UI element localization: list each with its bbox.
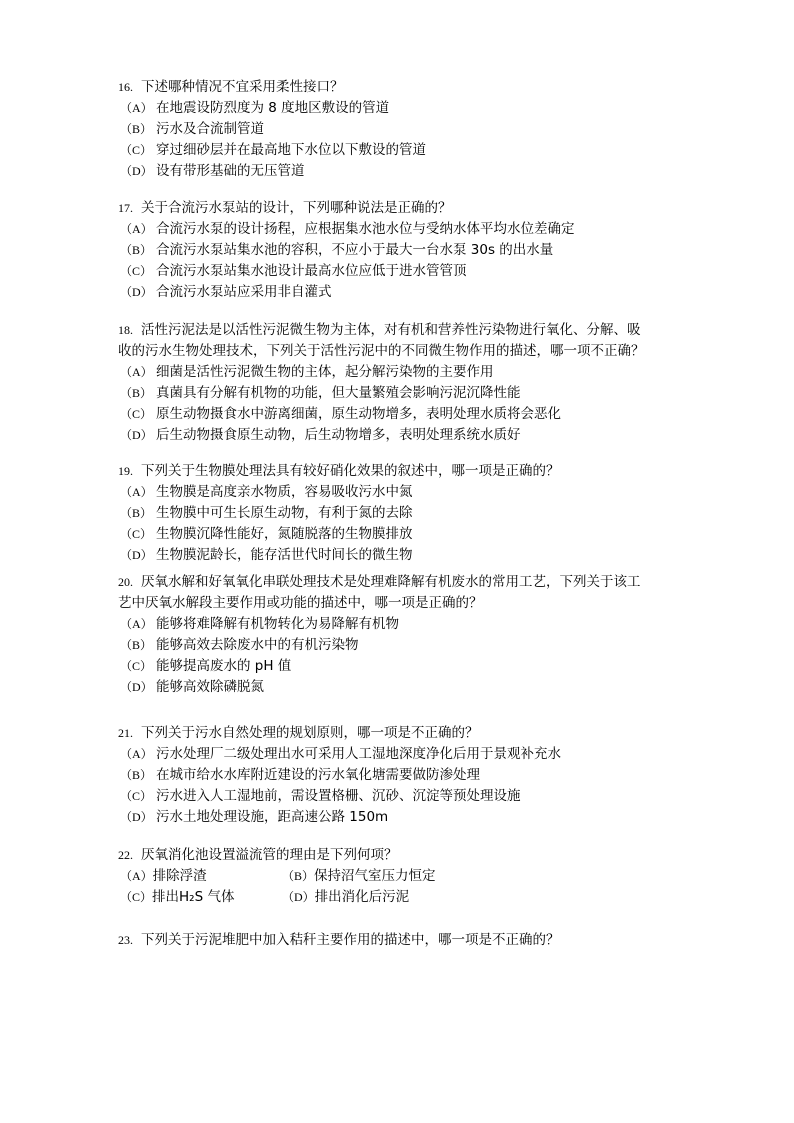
option-d bbox=[118, 677, 678, 698]
option-text: 设有带形基础的无压管道 bbox=[156, 163, 305, 179]
option-b bbox=[118, 635, 678, 656]
options-grid bbox=[118, 866, 678, 908]
question-text: 关于合流污水泵站的设计，下列哪种说法是正确的？ bbox=[141, 200, 452, 216]
option-text: 在地震设防烈度为 8 度地区敷设的管道 bbox=[156, 100, 390, 116]
option-a bbox=[118, 614, 678, 635]
question-number: 21. bbox=[118, 726, 133, 740]
option-b bbox=[282, 866, 482, 887]
option-text: 能够提高废水的 pH 值 bbox=[156, 658, 292, 674]
question-text: 下列关于生物膜处理法具有较好硝化效果的叙述中，哪一项是正确的？ bbox=[141, 463, 560, 479]
option-label: （C） bbox=[120, 659, 153, 673]
option-d bbox=[118, 282, 678, 303]
option-label: （A） bbox=[120, 869, 153, 883]
option-text: 排出H₂S 气体 bbox=[152, 889, 235, 905]
option-b bbox=[118, 503, 678, 524]
option-text: 合流污水泵站应采用非自灌式 bbox=[156, 284, 332, 300]
question-20 bbox=[118, 572, 678, 698]
option-d bbox=[118, 161, 678, 182]
question-19 bbox=[118, 461, 678, 566]
option-d bbox=[118, 425, 678, 446]
option-a bbox=[118, 744, 678, 765]
question-17 bbox=[118, 198, 678, 303]
option-text: 细菌是活性污泥微生物的主体，起分解污染物的主要作用 bbox=[156, 364, 494, 380]
option-text: 真菌具有分解有机物的功能，但大量繁殖会影响污泥沉降性能 bbox=[156, 385, 521, 401]
option-label: （A） bbox=[120, 101, 153, 115]
question-23 bbox=[118, 930, 678, 951]
option-b bbox=[118, 383, 678, 404]
option-text: 在城市给水水库附近建设的污水氧化塘需要做防渗处理 bbox=[156, 767, 480, 783]
question-text: 下列关于污水自然处理的规划原则，哪一项是不正确的？ bbox=[141, 725, 479, 741]
option-label: （A） bbox=[120, 617, 153, 631]
question-number: 18. bbox=[118, 323, 133, 337]
question-number: 23. bbox=[118, 933, 133, 947]
question-21 bbox=[118, 723, 678, 828]
option-text: 排除浮渣 bbox=[152, 868, 207, 884]
option-label: （B） bbox=[120, 243, 153, 257]
question-number: 16. bbox=[118, 80, 133, 94]
option-c bbox=[120, 887, 282, 908]
option-text: 合流污水泵站集水池设计最高水位应低于进水管管顶 bbox=[156, 263, 467, 279]
question-number: 17. bbox=[118, 201, 133, 215]
question-number: 22. bbox=[118, 848, 133, 862]
option-text: 生物膜中可生长原生动物，有利于氮的去除 bbox=[156, 505, 413, 521]
option-text: 能够高效除磷脱氮 bbox=[156, 679, 264, 695]
option-d bbox=[118, 545, 678, 566]
option-text: 生物膜是高度亲水物质，容易吸收污水中氮 bbox=[156, 484, 413, 500]
option-label: （D） bbox=[120, 428, 153, 442]
question-16 bbox=[118, 77, 678, 182]
option-label: （A） bbox=[120, 747, 153, 761]
option-text: 污水进入人工湿地前，需设置格栅、沉砂、沉淀等预处理设施 bbox=[156, 788, 521, 804]
option-a bbox=[118, 98, 678, 119]
option-a bbox=[120, 866, 282, 887]
option-label: （A） bbox=[120, 485, 153, 499]
option-a bbox=[118, 482, 678, 503]
option-c bbox=[118, 524, 678, 545]
option-label: （C） bbox=[120, 264, 153, 278]
option-text: 污水及合流制管道 bbox=[156, 121, 264, 137]
option-label: （D） bbox=[120, 548, 153, 562]
option-b bbox=[118, 240, 678, 261]
option-d bbox=[118, 807, 678, 828]
option-text: 排出消化后污泥 bbox=[314, 889, 410, 905]
option-text: 合流污水泵的设计扬程，应根据集水池水位与受纳水体平均水位差确定 bbox=[156, 221, 575, 237]
option-label: （B） bbox=[120, 768, 153, 782]
question-18 bbox=[118, 320, 678, 446]
option-label: （A） bbox=[120, 365, 153, 379]
option-label: （B） bbox=[120, 638, 153, 652]
option-text: 后生动物摄食原生动物，后生动物增多，表明处理系统水质好 bbox=[156, 427, 521, 443]
option-label: （B） bbox=[120, 122, 153, 136]
option-text: 能够将难降解有机物转化为易降解有机物 bbox=[156, 616, 399, 632]
question-text: 下述哪种情况不宜采用柔性接口？ bbox=[141, 79, 344, 95]
option-text: 合流污水泵站集水池的容积，不应小于最大一台水泵 30s 的出水量 bbox=[156, 242, 554, 258]
option-b bbox=[118, 765, 678, 786]
option-label: （C） bbox=[120, 527, 153, 541]
option-c bbox=[118, 140, 678, 161]
option-label: （D） bbox=[120, 810, 153, 824]
question-text: 厌氧水解和好氧氧化串联处理技术是处理难降解有机废水的常用工艺，下列关于该工 bbox=[141, 574, 641, 590]
question-number: 20. bbox=[118, 575, 133, 589]
question-text-continued: 收的污水生物处理技术，下列关于活性污泥中的不同微生物作用的描述，哪一项不正确？ bbox=[118, 343, 645, 359]
question-text-continued: 艺中厌氧水解段主要作用或功能的描述中，哪一项是正确的？ bbox=[118, 595, 483, 611]
option-label: （C） bbox=[120, 789, 153, 803]
option-label: （D） bbox=[282, 890, 315, 904]
question-text: 活性污泥法是以活性污泥微生物为主体，对有机和营养性污染物进行氧化、分解、吸 bbox=[141, 322, 641, 338]
question-text: 厌氧消化池设置溢流管的理由是下列何项？ bbox=[141, 847, 398, 863]
option-d bbox=[282, 887, 482, 908]
option-text: 保持沼气室压力恒定 bbox=[314, 868, 436, 884]
question-22 bbox=[118, 845, 678, 908]
option-c bbox=[118, 786, 678, 807]
option-text: 污水处理厂二级处理出水可采用人工湿地深度净化后用于景观补充水 bbox=[156, 746, 561, 762]
option-c bbox=[118, 261, 678, 282]
option-c bbox=[118, 404, 678, 425]
question-text: 下列关于污泥堆肥中加入秸秆主要作用的描述中，哪一项是不正确的？ bbox=[141, 932, 560, 948]
option-text: 穿过细砂层并在最高地下水位以下敷设的管道 bbox=[156, 142, 426, 158]
option-label: （A） bbox=[120, 222, 153, 236]
option-c bbox=[118, 656, 678, 677]
question-number: 19. bbox=[118, 464, 133, 478]
option-a bbox=[118, 362, 678, 383]
option-label: （C） bbox=[120, 890, 153, 904]
option-label: （B） bbox=[120, 506, 153, 520]
option-b bbox=[118, 119, 678, 140]
option-label: （B） bbox=[282, 869, 315, 883]
option-label: （D） bbox=[120, 285, 153, 299]
option-text: 污水土地处理设施，距高速公路 150m bbox=[156, 809, 389, 825]
option-text: 能够高效去除废水中的有机污染物 bbox=[156, 637, 359, 653]
option-text: 生物膜沉降性能好，氮随脱落的生物膜排放 bbox=[156, 526, 413, 542]
option-label: （C） bbox=[120, 407, 153, 421]
option-text: 原生动物摄食水中游离细菌，原生动物增多，表明处理水质将会恶化 bbox=[156, 406, 561, 422]
option-a bbox=[118, 219, 678, 240]
option-text: 生物膜泥龄长，能存活世代时间长的微生物 bbox=[156, 547, 413, 563]
option-label: （D） bbox=[120, 164, 153, 178]
option-label: （D） bbox=[120, 680, 153, 694]
option-label: （B） bbox=[120, 386, 153, 400]
option-label: （C） bbox=[120, 143, 153, 157]
